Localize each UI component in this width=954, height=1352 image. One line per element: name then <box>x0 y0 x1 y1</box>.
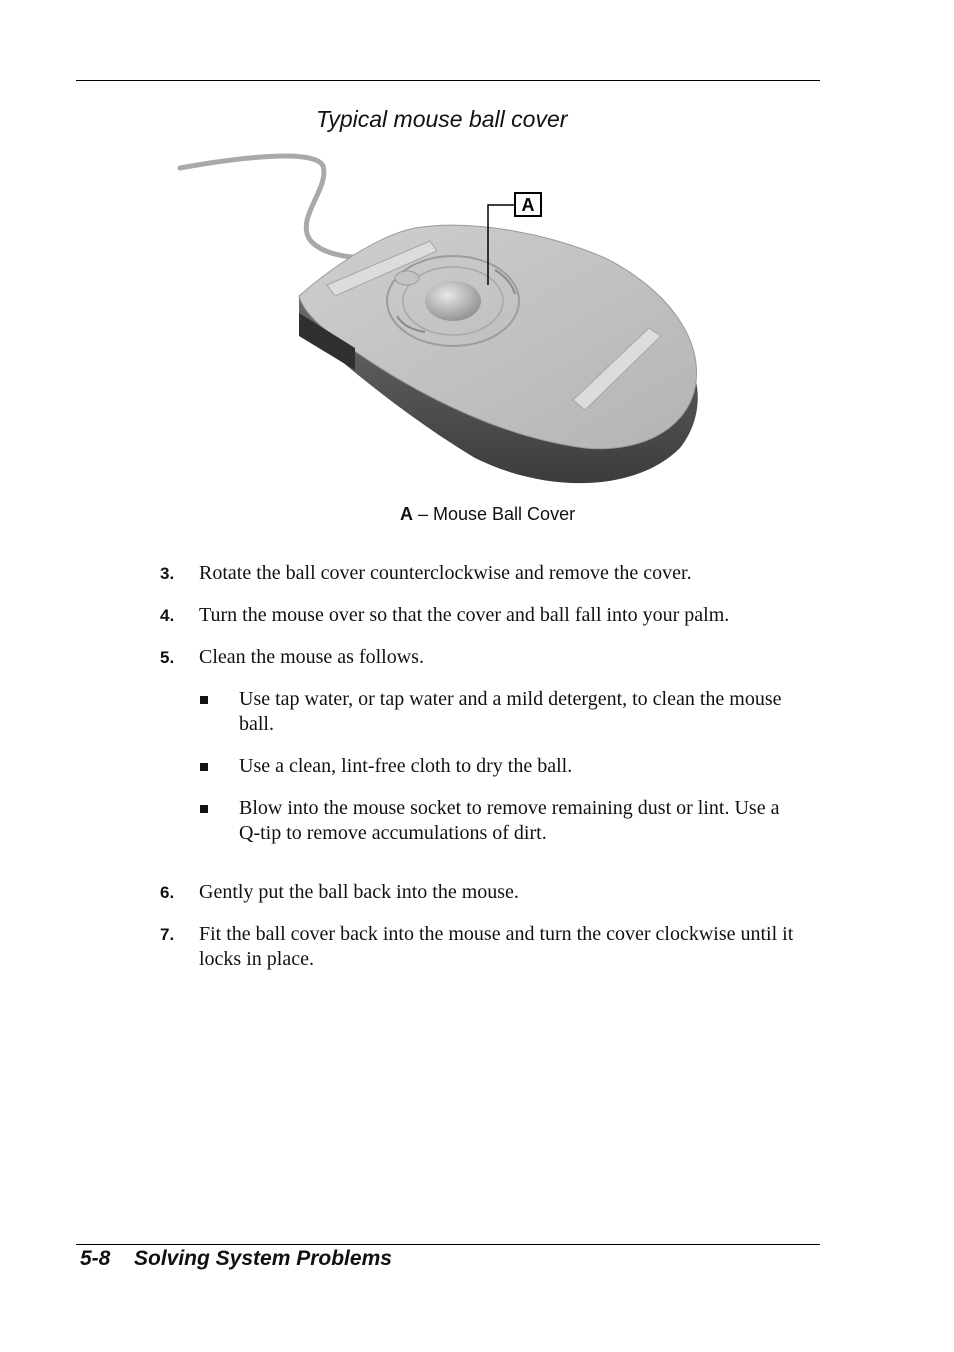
step-number: 7. <box>160 925 175 944</box>
square-bullet-icon <box>200 696 208 704</box>
header-rule <box>76 80 820 81</box>
step-number: 5. <box>160 648 175 667</box>
square-bullet-icon <box>200 805 208 813</box>
step-number: 3. <box>160 564 175 583</box>
page-number: 5-8 <box>80 1247 111 1270</box>
section-title: Solving System Problems <box>134 1247 392 1270</box>
step-number: 4. <box>160 606 175 625</box>
bullet-text: Use tap water, or tap water and a mild detergent, to clean the mouse ball. <box>239 688 782 735</box>
bullet-text: Blow into the mouse socket to remove remaining dust or lint. Use a Q-tip to remove accumulations of dirt. <box>239 797 780 844</box>
step-text: Turn the mouse over so that the cover and ball fall into your palm. <box>199 604 730 626</box>
footer-rule <box>76 1244 820 1245</box>
step-text: Clean the mouse as follows. <box>199 646 424 668</box>
square-bullet-icon <box>200 763 208 771</box>
callout-label-a: A <box>521 195 535 215</box>
step-text: Rotate the ball cover counterclockwise and remove the cover. <box>199 562 692 584</box>
step-text: Fit the ball cover back into the mouse and turn the cover clockwise until it locks in place. <box>199 923 794 970</box>
caption-text: – Mouse Ball Cover <box>413 504 576 524</box>
bullet-text: Use a clean, lint-free cloth to dry the ball. <box>239 755 573 777</box>
step-number: 6. <box>160 883 175 902</box>
caption-letter: A <box>400 504 413 524</box>
mouse-illustration <box>175 148 715 498</box>
page-footer <box>80 1247 392 1271</box>
figure-caption <box>400 504 575 525</box>
step-text: Gently put the ball back into the mouse. <box>199 881 519 903</box>
figure-title: Typical mouse ball cover <box>316 106 568 132</box>
